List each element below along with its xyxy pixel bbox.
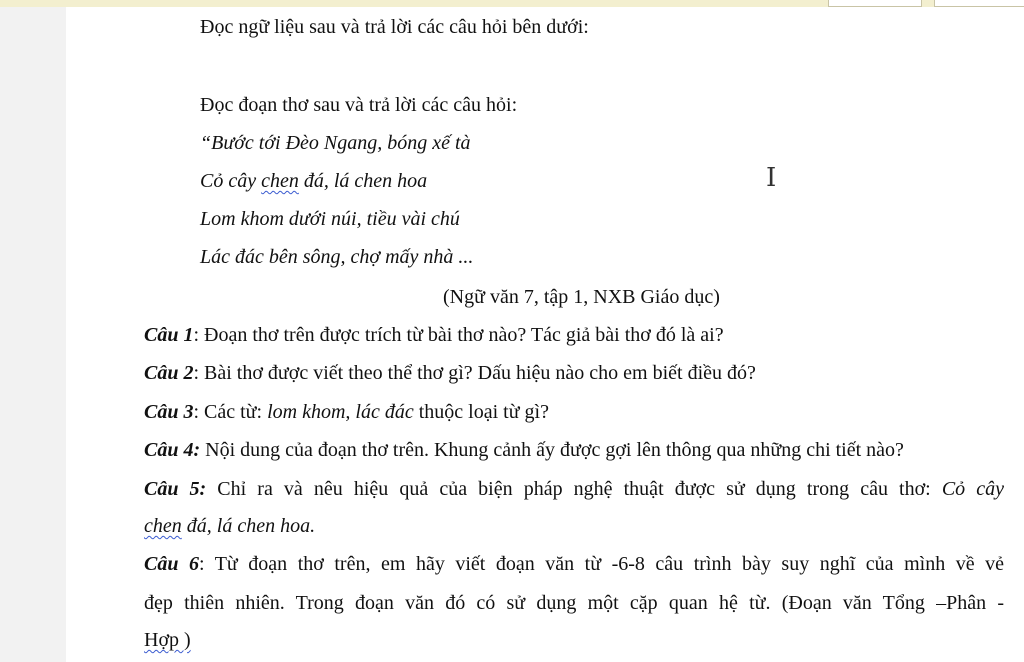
question-text: : Đoạn thơ trên được trích từ bài thơ nào? Tác giả bài thơ đó là ai? <box>193 324 724 346</box>
text-cursor-icon: I <box>766 163 777 193</box>
question-text: : Bài thơ được viết theo thể thơ gì? Dấu hiệu nào cho em biết điều đó? <box>193 362 756 384</box>
poem-text: Cỏ cây <box>200 170 262 192</box>
document-page[interactable] <box>66 7 1024 662</box>
ribbon-field[interactable] <box>934 0 1024 7</box>
ribbon-field[interactable] <box>828 0 922 7</box>
question-text: : Các từ: <box>193 401 268 423</box>
question-3 <box>144 400 549 424</box>
question-text: thuộc loại từ gì? <box>413 401 549 423</box>
question-italic-text: đá, lá chen hoa. <box>181 515 316 537</box>
question-label: Câu 6 <box>144 553 199 575</box>
question-italic-text: Cỏ cây <box>941 478 1005 500</box>
question-label: Câu 5: <box>144 478 207 500</box>
poem-line-4: Lác đác bên sông, chợ mấy nhà ... <box>200 246 474 268</box>
question-label: Câu 3 <box>144 401 194 423</box>
question-6-line-2: đẹp thiên nhiên. Trong đoạn văn đó có sử dụng một cặp quan hệ từ. (Đoạn văn Tổng –Phân - <box>144 592 1004 614</box>
poem-line-2 <box>200 169 427 193</box>
instruction-line: Đọc ngữ liệu sau và trả lời các câu hỏi bên dưới: <box>200 16 589 38</box>
question-text: Chỉ ra và nêu hiệu quả của biện pháp nghệ thuật được sử dụng trong câu thơ: <box>206 478 942 500</box>
left-margin <box>0 7 66 662</box>
question-text: Nội dung của đoạn thơ trên. Khung cảnh ấy được gợi lên thông qua những chi tiết nào? <box>200 439 904 461</box>
question-2 <box>144 361 756 385</box>
question-5-line-2 <box>144 514 315 538</box>
source-citation: (Ngữ văn 7, tập 1, NXB Giáo dục) <box>443 286 720 308</box>
spellcheck-word[interactable]: chen <box>144 515 182 537</box>
poem-line-3: Lom khom dưới núi, tiều vài chú <box>200 208 460 230</box>
question-label: Câu 4: <box>144 439 201 461</box>
spellcheck-word[interactable]: Hợp ) <box>144 629 191 651</box>
poem-line-1: “Bước tới Đèo Ngang, bóng xế tà <box>200 132 471 154</box>
question-1 <box>144 323 724 347</box>
question-6-line-3 <box>144 628 191 652</box>
poem-text: đá, lá chen hoa <box>298 170 428 192</box>
spellcheck-word[interactable]: chen <box>261 170 299 192</box>
question-6 <box>144 552 1004 576</box>
question-4 <box>144 438 904 462</box>
question-label: Câu 2 <box>144 362 194 384</box>
question-text: : Từ đoạn thơ trên, em hãy viết đoạn văn từ -6-8 câu trình bày suy nghĩ của mình về vẻ <box>199 553 1004 575</box>
question-italic-text: lom khom, lác đác <box>267 401 414 423</box>
intro-line: Đọc đoạn thơ sau và trả lời các câu hỏi: <box>200 94 518 116</box>
question-5 <box>144 477 1004 501</box>
question-label: Câu 1 <box>144 324 194 346</box>
